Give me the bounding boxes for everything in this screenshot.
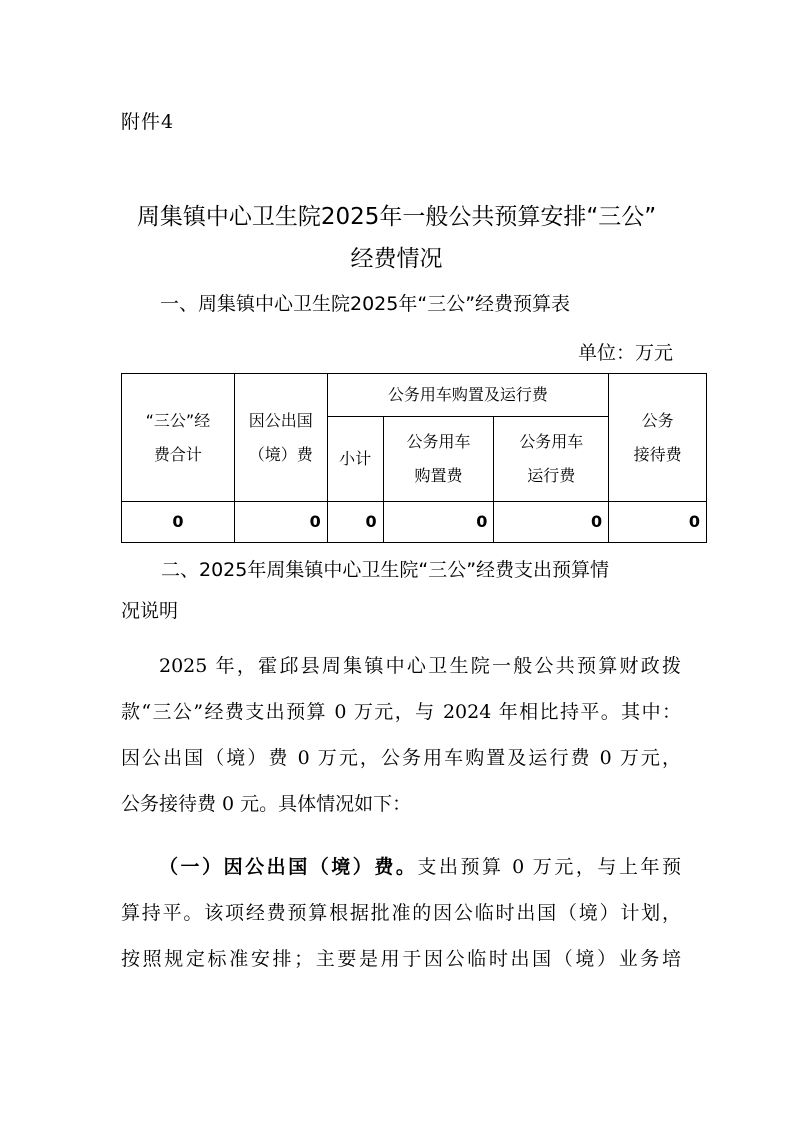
section2-heading bbox=[121, 550, 681, 632]
value-operation: 0 bbox=[494, 502, 609, 543]
header-reception bbox=[609, 374, 707, 502]
document-title-line2: 经费情况 bbox=[350, 246, 443, 272]
header-total bbox=[122, 374, 235, 502]
paragraph-abroad bbox=[121, 844, 681, 982]
header-reception-line2: 接待费 bbox=[633, 444, 682, 464]
header-abroad-line1: 因公出国 bbox=[248, 410, 313, 430]
budget-table bbox=[121, 373, 707, 543]
section2-heading-line2: 况说明 bbox=[121, 600, 179, 622]
value-abroad: 0 bbox=[234, 502, 327, 543]
header-reception-line1: 公务 bbox=[641, 410, 674, 430]
paragraph-line: 2025 年，霍邱县周集镇中心卫生院一般公共预算财政拨 bbox=[159, 655, 681, 677]
section1-heading: 一、周集镇中心卫生院2025年“三公”经费预算表 bbox=[160, 293, 571, 315]
table-header-row-1 bbox=[122, 374, 707, 417]
value-purchase: 0 bbox=[383, 502, 494, 543]
paragraph-line: 按照规定标准安排；主要是用于因公临时出国（境）业务培 bbox=[121, 948, 681, 970]
paragraph-summary bbox=[121, 643, 681, 827]
table-row bbox=[122, 502, 707, 543]
header-subtotal: 小计 bbox=[327, 417, 383, 502]
header-operation bbox=[494, 417, 609, 502]
value-total: 0 bbox=[122, 502, 235, 543]
paragraph-line: 款“三公”经费支出预算 0 万元，与 2024 年相比持平。其中： bbox=[121, 701, 681, 723]
header-purchase-line2: 购置费 bbox=[414, 466, 463, 485]
header-abroad-line2: （境）费 bbox=[248, 444, 313, 464]
header-purchase-line1: 公务用车 bbox=[406, 432, 471, 451]
header-total-line1: “三公”经 bbox=[145, 410, 211, 430]
header-operation-line2: 运行费 bbox=[527, 466, 576, 485]
header-vehicle-group: 公务用车购置及运行费 bbox=[327, 374, 608, 417]
paragraph-line: 公务接待费 0 元。具体情况如下： bbox=[121, 793, 412, 815]
unit-label: 单位：万元 bbox=[577, 342, 673, 364]
paragraph-line: 因公出国（境）费 0 万元，公务用车购置及运行费 0 万元， bbox=[121, 747, 681, 769]
section2-heading-line1: 二、2025年周集镇中心卫生院“三公”经费支出预算情 bbox=[161, 559, 610, 581]
header-abroad bbox=[234, 374, 327, 502]
value-subtotal: 0 bbox=[327, 502, 383, 543]
paragraph-line bbox=[121, 844, 681, 890]
paragraph-text: 支出预算 0 万元，与上年预 bbox=[417, 856, 681, 878]
document-title-line1: 周集镇中心卫生院2025年一般公共预算安排“三公” bbox=[136, 204, 657, 230]
header-total-line2: 费合计 bbox=[153, 444, 202, 464]
subheading-abroad: （一）因公出国（境）费。 bbox=[159, 856, 418, 878]
attachment-label: 附件4 bbox=[121, 111, 175, 133]
paragraph-line: 算持平。该项经费预算根据批准的因公临时出国（境）计划， bbox=[121, 902, 681, 924]
value-reception: 0 bbox=[609, 502, 707, 543]
header-operation-line1: 公务用车 bbox=[519, 432, 584, 451]
header-purchase bbox=[383, 417, 494, 502]
